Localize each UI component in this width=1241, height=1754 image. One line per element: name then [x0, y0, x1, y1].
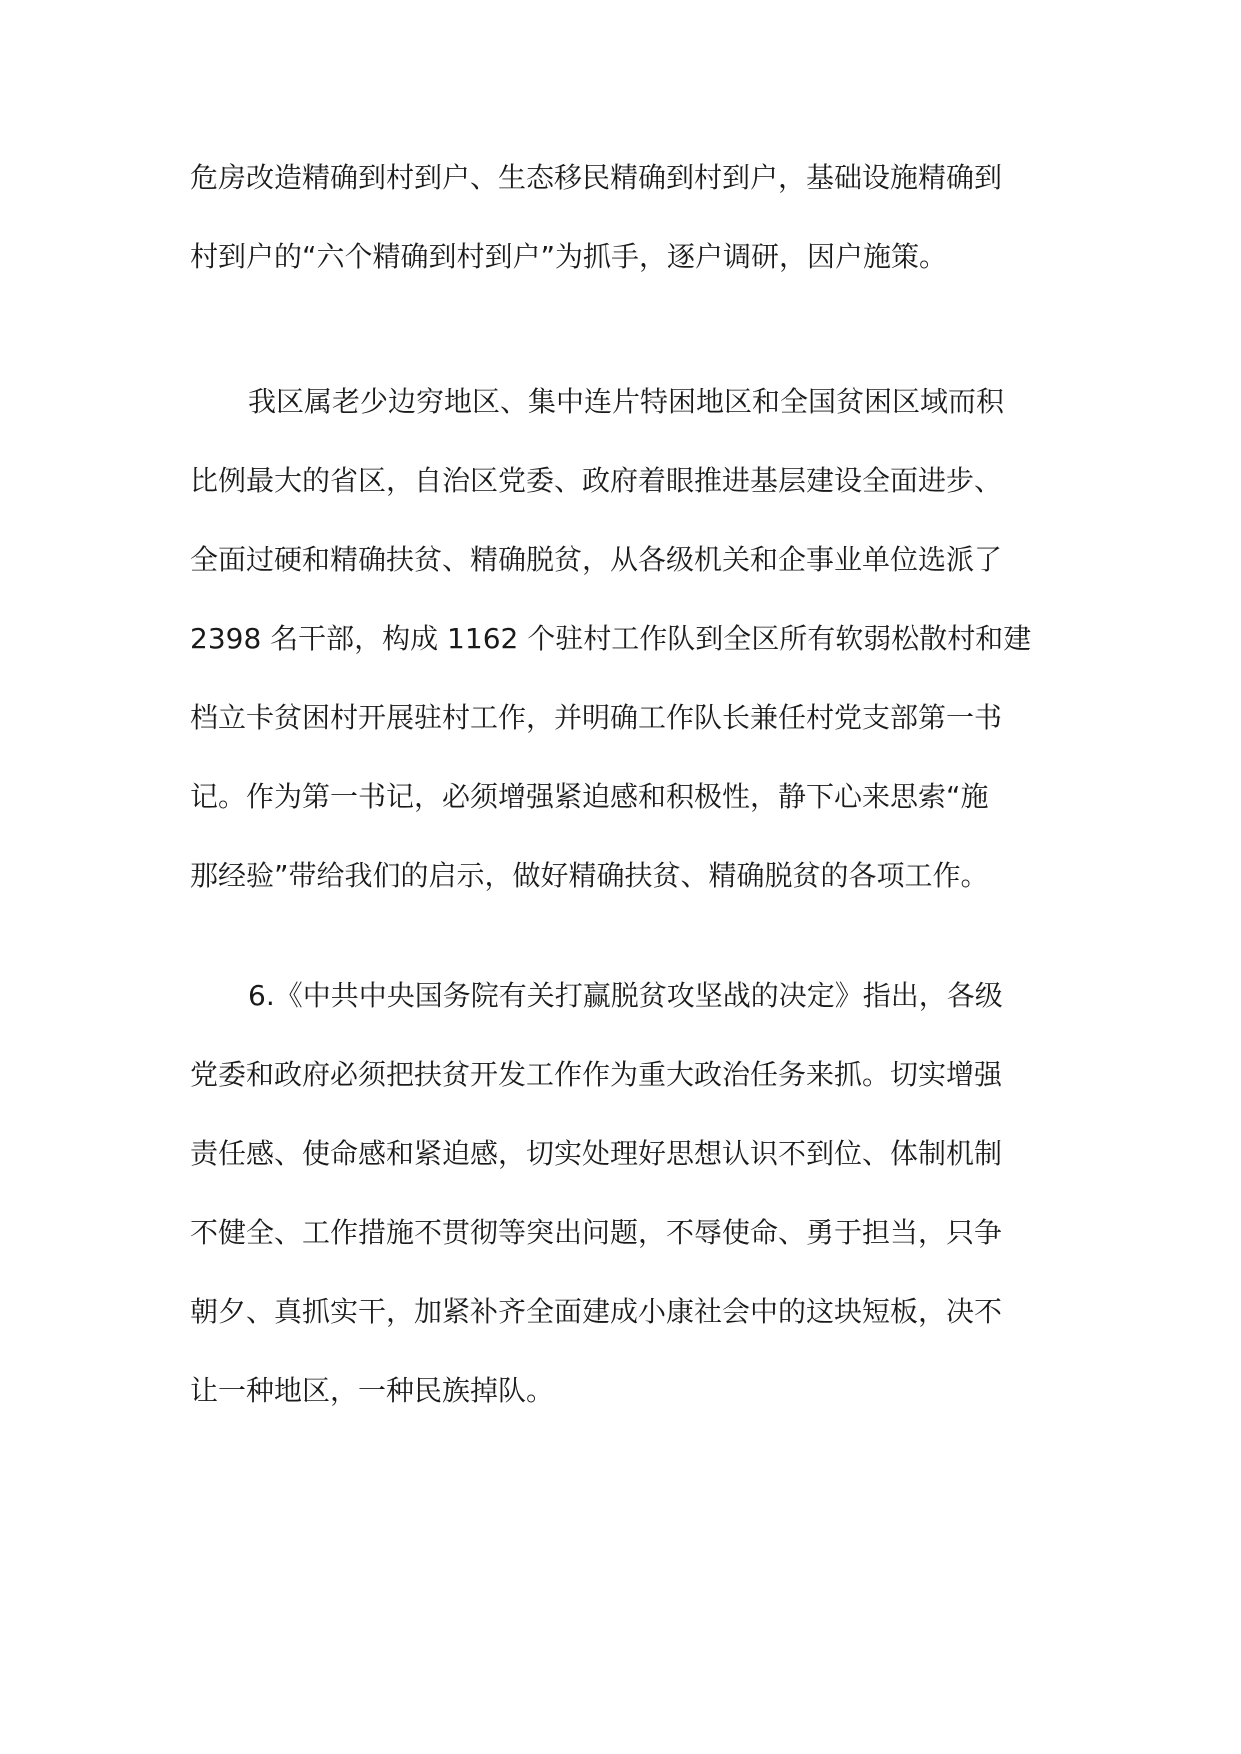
paragraph-continuation — [190, 138, 1050, 296]
text-line: 6.《中共中央国务院有关打赢脱贫攻坚战的决定》指出，各级 — [248, 979, 1003, 1012]
text-line: 责任感、使命感和紧迫感，切实处理好思想认识不到位、体制机制 — [190, 1137, 1003, 1170]
text-line: 我区属老少边穷地区、集中连片特困地区和全国贫困区域而积 — [248, 385, 1005, 418]
paragraph-first-secretary — [190, 362, 1050, 915]
text-line: 2398 名干部，构成 1162 个驻村工作队到全区所有软弱松散村和建 — [190, 622, 1032, 655]
text-line: 朝夕、真抓实干，加紧补齐全面建成小康社会中的这块短板，决不 — [190, 1295, 1003, 1328]
text-line: 党委和政府必须把扶贫开发工作作为重大政治任务来抓。切实增强 — [190, 1058, 1003, 1091]
text-line: 村到户的“六个精确到村到户”为抓手，逐户调研，因户施策。 — [190, 240, 948, 273]
text-line: 档立卡贫困村开展驻村工作，并明确工作队长兼任村党支部第一书 — [190, 701, 1003, 734]
text-line: 危房改造精确到村到户、生态移民精确到村到户，基础设施精确到 — [190, 161, 1003, 194]
text-line: 让一种地区，一种民族掉队。 — [190, 1374, 555, 1407]
text-line: 比例最大的省区，自治区党委、政府着眼推进基层建设全面进步、 — [190, 464, 1003, 497]
text-line: 记。作为第一书记，必须增强紧迫感和积极性，静下心来思索“施 — [190, 780, 989, 813]
text-line: 不健全、工作措施不贯彻等突出问题，不辱使命、勇于担当，只争 — [190, 1216, 1003, 1249]
text-line: 那经验”带给我们的启示，做好精确扶贫、精确脱贫的各项工作。 — [190, 859, 989, 892]
paragraph-item-6 — [190, 956, 1050, 1430]
text-line: 全面过硬和精确扶贫、精确脱贫，从各级机关和企事业单位选派了 — [190, 543, 1003, 576]
